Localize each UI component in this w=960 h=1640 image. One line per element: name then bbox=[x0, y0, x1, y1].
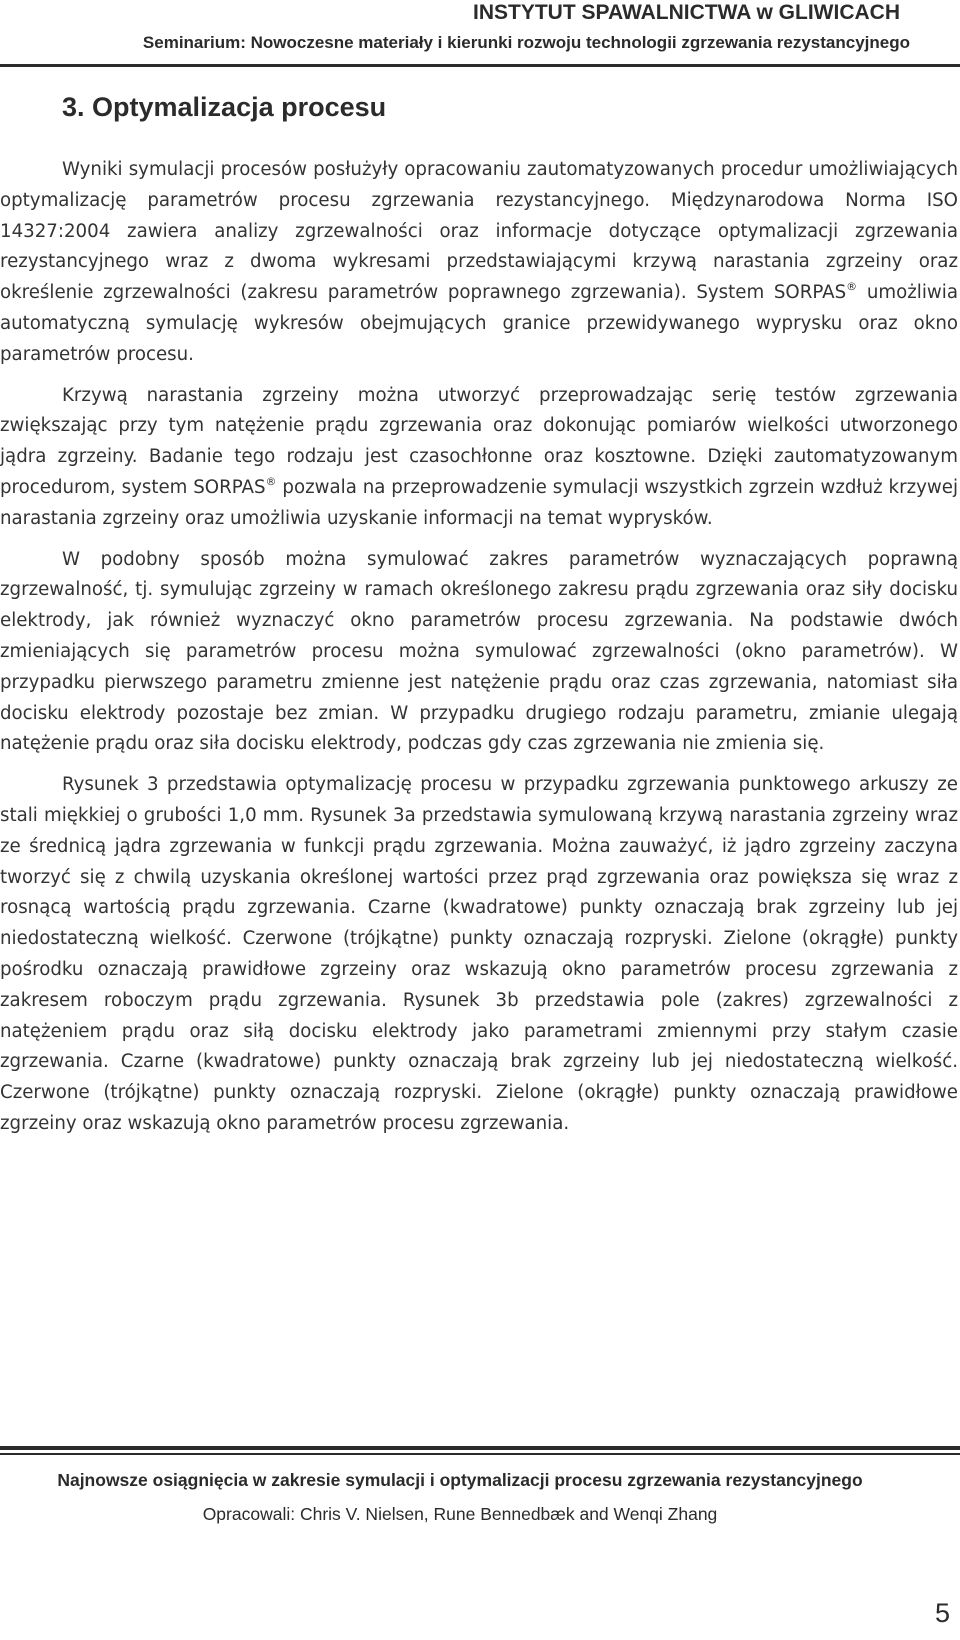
body-text bbox=[0, 155, 958, 1150]
paragraph-4: Rysunek 3 przedstawia optymalizację procesu w przypadku zgrzewania punktowego arkuszy ze stali miękkiej o grubości 1,0 mm. Rysunek 3a przedstawia symulowaną krzywą narastania zgrzeiny wraz ze średnicą jądra zgrzewania w funkcji prądu zgrzewania. Można zauważyć, iż jądro zgrzeiny zaczyna tworzyć się z chwilą uzyskania określonej wartości przez prąd zgrzewania oraz powiększa się wraz z rosnącą wartością prądu zgrzewania. Czarne (kwadratowe) punkty oznaczają brak zgrzeiny lub jej niedostateczną wielkość. Czerwone (trójkątne) punkty oznaczają rozpryski. Zielone (okrągłe) punkty pośrodku oznaczają prawidłowe zgrzeiny oraz wskazują okno parametrów procesu zgrzewania z zakresem roboczym prądu zgrzewania. Rysunek 3b przedstawia pole (zakres) zgrzewalności z natężeniem prądu oraz siłą docisku elektrody jako parametrami zmiennymi przy stałym czasie zgrzewania. Czarne (kwadratowe) punkty oznaczają brak zgrzeiny lub jej niedostateczną wielkość. Czerwone (trójkątne) punkty oznaczają rozpryski. Zielone (okrągłe) punkty oznaczają prawidłowe zgrzeiny oraz wskazują okno parametrów procesu zgrzewania. bbox=[0, 774, 958, 1134]
footer-authors: Opracowali: Chris V. Nielsen, Rune Bennedbæk and Wenqi Zhang bbox=[202, 1504, 718, 1524]
paragraph-1-text-b: umożliwia automatyczną symulację wykresów obejmujących granice przewidywanego wyprysku oraz okno parametrów procesu. bbox=[0, 282, 958, 365]
page-number: 5 bbox=[934, 1598, 950, 1628]
footer-title: Najnowsze osiągnięcia w zakresie symulacji i optymalizacji procesu zgrzewania rezystancyjnego bbox=[57, 1470, 863, 1490]
paragraph-3: W podobny sposób można symulować zakres parametrów wyznaczających poprawną zgrzewalność, tj. symulując zgrzeiny w ramach określonego zakresu prądu zgrzewania oraz siły docisku elektrody, jak również wyznaczyć okno parametrów procesu zgrzewania. Na podstawie dwóch zmieniających się parametrów procesu można symulować zgrzewalności (okno parametrów). W przypadku pierwszego parametru zmienne jest natężenie prądu oraz czas zgrzewania, natomiast siła docisku elektrody pozostaje bez zmian. W przypadku drugiego rodzaju parametru, zmianie ulegają natężenie prądu oraz siła docisku elektrody, podczas gdy czas zgrzewania nie zmienia się. bbox=[0, 548, 958, 755]
header-divider bbox=[0, 64, 960, 67]
footer-divider-thin bbox=[0, 1453, 960, 1455]
registered-mark: ® bbox=[265, 474, 277, 488]
paragraph-1-text-a: Wyniki symulacji procesów posłużyły opracowaniu zautomatyzowanych procedur umożliwiających optymalizację parametrów procesu zgrzewania rezystancyjnego. Międzynarodowa Norma ISO 14327:2004 zawiera analizy zgrzewalności oraz informacje dotyczące optymalizacji zgrzewania rezystancyjnego wraz z dwoma wykresami przedstawiającymi krzywą narastania zgrzeiny oraz określenie zgrzewalności (zakresu parametrów poprawnego zgrzewania). System SORPAS bbox=[0, 159, 958, 304]
paragraph-2-text-b: pozwala na przeprowadzenie symulacji wszystkich zgrzein wzdłuż krzywej narastania zgrzeiny oraz umożliwia uzyskanie informacji na temat wyprysków. bbox=[0, 476, 958, 529]
paragraph-2 bbox=[0, 381, 958, 535]
page-header bbox=[0, 0, 960, 70]
registered-mark: ® bbox=[846, 280, 858, 294]
seminar-title: Seminarium: Nowoczesne materiały i kierunki rozwoju technologii zgrzewania rezystancyjnego bbox=[142, 33, 910, 52]
section-title: 3. Optymalizacja procesu bbox=[62, 92, 387, 122]
paragraph-2-text-a: Krzywą narastania zgrzeiny można utworzyć przeprowadzając serię testów zgrzewania zwiększając przy tym natężenie prądu zgrzewania oraz dokonując pomiarów wielkości utworzonego jądra zgrzeiny. Badanie tego rodzaju jest czasochłonne oraz kosztowne. Dzięki zautomatyzowanym procedurom, system SORPAS bbox=[0, 384, 958, 498]
paragraph-1 bbox=[0, 155, 958, 371]
footer-divider-thick bbox=[0, 1446, 960, 1450]
institute-name: INSTYTUT SPAWALNICTWA w GLIWICACH bbox=[473, 1, 900, 24]
